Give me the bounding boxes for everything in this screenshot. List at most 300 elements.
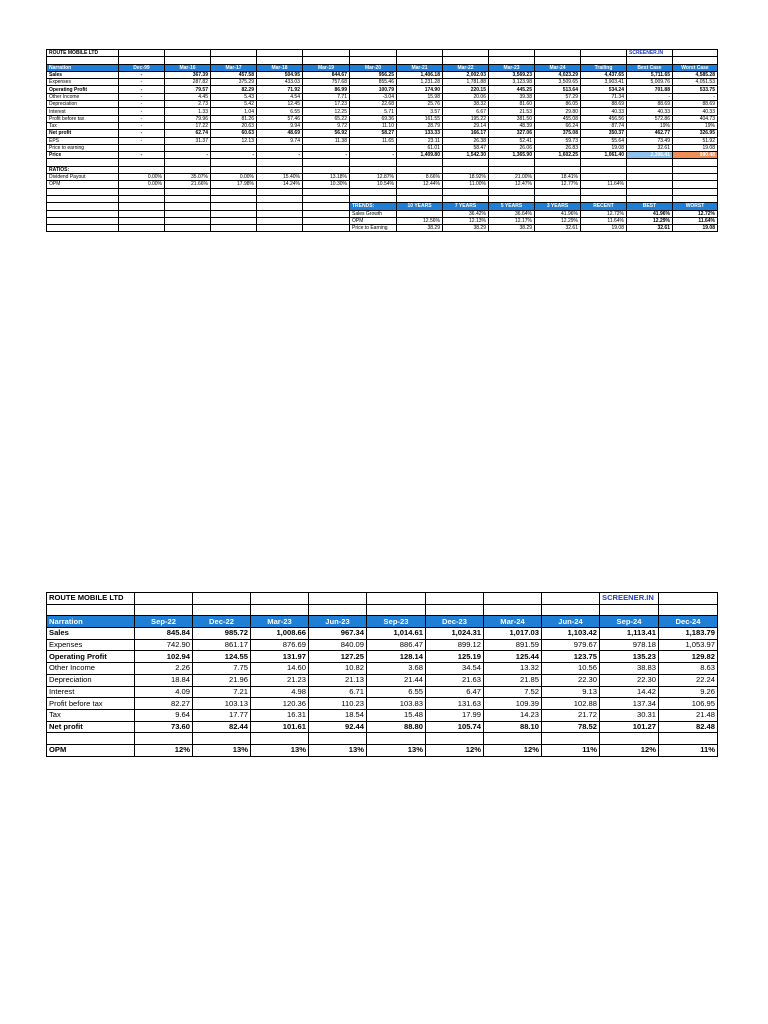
value-cell: 327.06 — [489, 130, 535, 137]
table-row — [47, 721, 718, 733]
value-cell: 166.17 — [443, 130, 489, 137]
value-cell — [350, 144, 397, 151]
empty-cell — [257, 166, 303, 173]
value-cell: 455.08 — [535, 115, 581, 122]
value-cell: 133.33 — [397, 130, 443, 137]
value-cell: 1,061.40 — [581, 152, 627, 159]
empty-cell — [119, 57, 165, 64]
empty-cell — [659, 604, 718, 616]
column-header: Dec-23 — [426, 616, 484, 628]
empty-cell — [47, 188, 119, 195]
table-row — [47, 217, 718, 224]
row-label: Interest — [47, 686, 135, 698]
value-cell: 18.54 — [309, 709, 367, 721]
value-cell: 350.37 — [581, 130, 627, 137]
trend-value: 12.17% — [489, 217, 535, 224]
value-cell: 7.21 — [193, 686, 251, 698]
column-header: Worst Case — [673, 64, 718, 71]
table-row — [47, 144, 718, 151]
value-cell: 6.67 — [443, 108, 489, 115]
empty-cell — [119, 166, 165, 173]
empty-cell — [350, 159, 397, 166]
value-cell: 1,014.61 — [367, 628, 426, 640]
column-header: Mar-17 — [211, 64, 257, 71]
row-label: Tax — [47, 122, 119, 129]
value-cell: 87.74 — [581, 122, 627, 129]
empty-cell — [211, 195, 257, 202]
empty-cell — [673, 195, 718, 202]
value-cell: 3,903.41 — [581, 79, 627, 86]
empty-cell — [426, 593, 484, 605]
value-cell: 21.85 — [484, 674, 542, 686]
value-cell: 2,002.03 — [443, 71, 489, 78]
value-cell: 88.69 — [581, 101, 627, 108]
empty-cell — [627, 166, 673, 173]
empty-cell — [673, 57, 718, 64]
value-cell: 15.98 — [397, 93, 443, 100]
empty-cell — [397, 159, 443, 166]
value-cell: 1,103.42 — [542, 628, 600, 640]
value-cell: 103.83 — [367, 698, 426, 710]
value-cell: 19% — [673, 122, 718, 129]
value-cell: 51.92 — [673, 137, 718, 144]
empty-cell — [397, 50, 443, 57]
value-cell: 105.74 — [426, 721, 484, 733]
opm-value: 11% — [542, 744, 600, 756]
value-cell: - — [165, 152, 211, 159]
column-header: Mar-20 — [350, 64, 397, 71]
value-cell: 11.10 — [350, 122, 397, 129]
empty-cell — [303, 57, 350, 64]
value-cell — [165, 144, 211, 151]
value-cell: 5.42 — [211, 101, 257, 108]
empty-cell — [542, 733, 600, 745]
table-row — [47, 93, 718, 100]
value-cell: 899.12 — [426, 639, 484, 651]
value-cell: 5,009.76 — [627, 79, 673, 86]
value-cell: 39.38 — [489, 93, 535, 100]
value-cell: - — [119, 93, 165, 100]
value-cell: 701.88 — [627, 86, 673, 93]
ratios-label: RATIOS: — [47, 166, 119, 173]
table-row — [47, 674, 718, 686]
value-cell: 1,008.66 — [251, 628, 309, 640]
value-cell: 326.95 — [673, 130, 718, 137]
value-cell: 445.25 — [489, 86, 535, 93]
empty-cell — [367, 593, 426, 605]
value-cell: 220.15 — [443, 86, 489, 93]
value-cell: 127.25 — [309, 651, 367, 663]
trend-row-label: Price to Earning — [350, 225, 397, 232]
value-cell: 88.80 — [367, 721, 426, 733]
opm-value: 12% — [484, 744, 542, 756]
ratio-value: 13.18% — [303, 174, 350, 181]
empty-cell — [211, 159, 257, 166]
empty-cell — [542, 604, 600, 616]
value-cell: 19% — [627, 122, 673, 129]
ratio-value: 10.30% — [303, 181, 350, 188]
value-cell: 131.97 — [251, 651, 309, 663]
trend-value: 36.42% — [443, 210, 489, 217]
value-cell: 855.46 — [350, 79, 397, 86]
value-cell: 9.94 — [257, 122, 303, 129]
value-cell: 13.32 — [484, 663, 542, 675]
row-label: Profit before tax — [47, 115, 119, 122]
value-cell — [211, 144, 257, 151]
value-cell: 17.23 — [303, 101, 350, 108]
trend-value: 12.72% — [581, 210, 627, 217]
empty-cell — [350, 57, 397, 64]
opm-value: 13% — [251, 744, 309, 756]
column-header: Mar-16 — [165, 64, 211, 71]
empty-cell — [489, 57, 535, 64]
value-cell: 10.56 — [542, 663, 600, 675]
empty-cell — [303, 217, 350, 224]
empty-cell — [581, 166, 627, 173]
ratio-value: 0.00% — [211, 174, 257, 181]
trend-row-label: Sales Growth — [350, 210, 397, 217]
ratio-value: 15.40% — [257, 174, 303, 181]
value-cell: 16.31 — [251, 709, 309, 721]
empty-cell — [165, 210, 211, 217]
value-cell: 21.44 — [367, 674, 426, 686]
trends-label: TRENDS: — [350, 203, 397, 210]
value-cell: - — [211, 152, 257, 159]
table-row — [47, 130, 718, 137]
trend-value: 19.08 — [581, 225, 627, 232]
table-row — [47, 159, 718, 166]
empty-cell — [673, 50, 718, 57]
value-cell: 82.29 — [211, 86, 257, 93]
value-cell — [257, 144, 303, 151]
empty-cell — [211, 166, 257, 173]
ratio-value — [627, 174, 673, 181]
empty-cell — [535, 195, 581, 202]
table-row — [47, 79, 718, 86]
row-label: Operating Profit — [47, 651, 135, 663]
value-cell: 886.47 — [367, 639, 426, 651]
table-row — [47, 604, 718, 616]
value-cell: 88.69 — [627, 101, 673, 108]
empty-cell — [489, 195, 535, 202]
empty-cell — [257, 210, 303, 217]
value-cell: 58.27 — [350, 130, 397, 137]
ratio-value: 17.98% — [211, 181, 257, 188]
table-row — [47, 188, 718, 195]
quarterly-results-table — [46, 592, 718, 757]
value-cell: 26.38 — [443, 137, 489, 144]
table-row — [47, 195, 718, 202]
empty-cell — [257, 159, 303, 166]
trend-value: 12.29% — [535, 217, 581, 224]
trend-value: 38.29 — [489, 225, 535, 232]
empty-cell — [119, 225, 165, 232]
value-cell: 29.14 — [443, 122, 489, 129]
value-cell: 22.24 — [659, 674, 718, 686]
value-cell: 125.44 — [484, 651, 542, 663]
empty-cell — [443, 188, 489, 195]
value-cell: - — [119, 108, 165, 115]
trend-value: 32.61 — [627, 225, 673, 232]
empty-cell — [303, 195, 350, 202]
column-header: Mar-23 — [489, 64, 535, 71]
empty-cell — [443, 159, 489, 166]
value-cell: 1,365.90 — [489, 152, 535, 159]
value-cell: 40.33 — [673, 108, 718, 115]
empty-cell — [119, 217, 165, 224]
value-cell: 161.55 — [397, 115, 443, 122]
company-title: ROUTE MOBILE LTD — [47, 593, 135, 605]
value-cell: 123.75 — [542, 651, 600, 663]
table-row — [47, 137, 718, 144]
table-row — [47, 57, 718, 64]
value-cell: 40.33 — [627, 108, 673, 115]
value-cell: 6.55 — [257, 108, 303, 115]
table-row — [47, 181, 718, 188]
column-header: Dec-24 — [659, 616, 718, 628]
table-row — [47, 203, 718, 210]
value-cell: 2.26 — [135, 663, 193, 675]
empty-cell — [119, 203, 165, 210]
empty-cell — [303, 203, 350, 210]
value-cell: 65.22 — [303, 115, 350, 122]
value-cell: 79.96 — [165, 115, 211, 122]
value-cell: 572.86 — [627, 115, 673, 122]
opm-label: OPM — [47, 744, 135, 756]
trend-value: 32.61 — [535, 225, 581, 232]
value-cell: 1,017.03 — [484, 628, 542, 640]
table-row — [47, 86, 718, 93]
empty-cell — [627, 195, 673, 202]
annual-results-table — [46, 49, 718, 232]
ratio-value: 11.00% — [443, 181, 489, 188]
empty-cell — [165, 188, 211, 195]
ratio-label: Dividend Payout — [47, 174, 119, 181]
empty-cell — [257, 203, 303, 210]
ratio-value: 12.77% — [535, 181, 581, 188]
trend-value: 12.13% — [443, 217, 489, 224]
value-cell: 5.43 — [211, 93, 257, 100]
ratio-value — [581, 174, 627, 181]
table-row — [47, 122, 718, 129]
value-cell: 128.14 — [367, 651, 426, 663]
value-cell: 456.56 — [581, 115, 627, 122]
value-cell: 3,569.23 — [489, 71, 535, 78]
value-cell: 103.13 — [193, 698, 251, 710]
value-cell: 92.44 — [309, 721, 367, 733]
ratio-value: 14.24% — [257, 181, 303, 188]
value-cell: 58.47 — [443, 144, 489, 151]
value-cell: 3.68 — [367, 663, 426, 675]
empty-cell — [542, 593, 600, 605]
empty-cell — [303, 225, 350, 232]
value-cell: 1,024.31 — [426, 628, 484, 640]
row-label: Price — [47, 152, 119, 159]
ratio-value: 35.07% — [165, 174, 211, 181]
value-cell: 38.83 — [600, 663, 659, 675]
empty-cell — [135, 593, 193, 605]
value-cell: 978.18 — [600, 639, 659, 651]
empty-cell — [600, 733, 659, 745]
value-cell: 131.63 — [426, 698, 484, 710]
column-header: Mar-21 — [397, 64, 443, 71]
value-cell: 102.88 — [542, 698, 600, 710]
value-cell: 990.48 — [673, 152, 718, 159]
empty-cell — [350, 50, 397, 57]
value-cell: 22.30 — [542, 674, 600, 686]
value-cell: 21.13 — [309, 674, 367, 686]
row-label: Net profit — [47, 130, 119, 137]
empty-cell — [211, 188, 257, 195]
table-row — [47, 71, 718, 78]
table-row — [47, 101, 718, 108]
empty-cell — [397, 166, 443, 173]
opm-value: 12% — [426, 744, 484, 756]
empty-cell — [489, 188, 535, 195]
empty-cell — [165, 217, 211, 224]
value-cell: 1,113.41 — [600, 628, 659, 640]
empty-cell — [193, 733, 251, 745]
value-cell: 66.24 — [535, 122, 581, 129]
value-cell: 174.90 — [397, 86, 443, 93]
empty-cell — [484, 593, 542, 605]
ratio-label: OPM — [47, 181, 119, 188]
value-cell: 34.54 — [426, 663, 484, 675]
value-cell: 21.96 — [193, 674, 251, 686]
column-header: Mar-24 — [535, 64, 581, 71]
empty-cell — [165, 166, 211, 173]
empty-cell — [581, 195, 627, 202]
table-row — [47, 744, 718, 756]
value-cell: 9.64 — [135, 709, 193, 721]
value-cell: 137.34 — [600, 698, 659, 710]
value-cell: - — [257, 152, 303, 159]
value-cell: 86.99 — [303, 86, 350, 93]
value-cell: 55.64 — [581, 137, 627, 144]
empty-cell — [251, 604, 309, 616]
empty-cell — [484, 733, 542, 745]
value-cell: 81.60 — [489, 101, 535, 108]
ratio-value: 18.41% — [535, 174, 581, 181]
value-cell: 533.75 — [673, 86, 718, 93]
value-cell: 7.52 — [484, 686, 542, 698]
value-cell: 62.74 — [165, 130, 211, 137]
empty-cell — [484, 604, 542, 616]
table-row — [47, 174, 718, 181]
value-cell: 69.36 — [350, 115, 397, 122]
value-cell: 844.67 — [303, 71, 350, 78]
value-cell: 1.33 — [165, 108, 211, 115]
trend-header: RECENT — [581, 203, 627, 210]
value-cell: 967.34 — [309, 628, 367, 640]
empty-cell — [535, 50, 581, 57]
value-cell: 861.17 — [193, 639, 251, 651]
table-row — [47, 225, 718, 232]
empty-cell — [443, 50, 489, 57]
value-cell: 71.92 — [257, 86, 303, 93]
value-cell: 86.05 — [535, 101, 581, 108]
empty-cell — [119, 159, 165, 166]
empty-cell — [673, 188, 718, 195]
empty-cell — [257, 195, 303, 202]
value-cell: 845.84 — [135, 628, 193, 640]
value-cell: 1,406.18 — [397, 71, 443, 78]
trend-value — [397, 210, 443, 217]
empty-cell — [47, 604, 135, 616]
value-cell: 52.41 — [489, 137, 535, 144]
table-row — [47, 663, 718, 675]
value-cell: 21.72 — [542, 709, 600, 721]
value-cell: 78.52 — [542, 721, 600, 733]
empty-cell — [489, 166, 535, 173]
table-row — [47, 152, 718, 159]
table-row — [47, 733, 718, 745]
row-label: Operating Profit — [47, 86, 119, 93]
empty-cell — [397, 57, 443, 64]
empty-cell — [47, 217, 119, 224]
value-cell: - — [303, 152, 350, 159]
value-cell: 101.61 — [251, 721, 309, 733]
empty-cell — [211, 203, 257, 210]
empty-cell — [135, 604, 193, 616]
value-cell: 7.75 — [193, 663, 251, 675]
value-cell: 129.82 — [659, 651, 718, 663]
empty-cell — [426, 604, 484, 616]
value-cell: 1,053.97 — [659, 639, 718, 651]
value-cell: 60.63 — [211, 130, 257, 137]
empty-cell — [135, 733, 193, 745]
table-row — [47, 210, 718, 217]
empty-cell — [303, 50, 350, 57]
value-cell: 6.55 — [367, 686, 426, 698]
value-cell: 88.69 — [673, 101, 718, 108]
empty-cell — [535, 159, 581, 166]
empty-cell — [47, 57, 119, 64]
header-narration: Narration — [47, 616, 135, 628]
value-cell: 124.55 — [193, 651, 251, 663]
table-row — [47, 639, 718, 651]
value-cell: 3,509.65 — [535, 79, 581, 86]
empty-cell — [165, 203, 211, 210]
column-header: Jun-23 — [309, 616, 367, 628]
value-cell: 4,051.53 — [673, 79, 718, 86]
trend-value: 38.29 — [443, 225, 489, 232]
value-cell: 375.29 — [211, 79, 257, 86]
value-cell: 9.26 — [659, 686, 718, 698]
row-label: Interest — [47, 108, 119, 115]
value-cell: 22.30 — [600, 674, 659, 686]
value-cell: 125.19 — [426, 651, 484, 663]
value-cell: 1,781.88 — [443, 79, 489, 86]
ratio-value: 12.47% — [489, 181, 535, 188]
value-cell: 4.98 — [251, 686, 309, 698]
value-cell: 82.48 — [659, 721, 718, 733]
row-label: Expenses — [47, 639, 135, 651]
table-row — [47, 616, 718, 628]
empty-cell — [257, 225, 303, 232]
header-narration: Narration — [47, 64, 119, 71]
row-label: EPS — [47, 137, 119, 144]
empty-cell — [309, 733, 367, 745]
trend-header: 10 YEARS — [397, 203, 443, 210]
value-cell: 6.47 — [426, 686, 484, 698]
empty-cell — [350, 166, 397, 173]
value-cell: 21.63 — [426, 674, 484, 686]
empty-cell — [193, 604, 251, 616]
value-cell: 40.33 — [581, 108, 627, 115]
value-cell: 979.67 — [542, 639, 600, 651]
table-row — [47, 50, 718, 57]
